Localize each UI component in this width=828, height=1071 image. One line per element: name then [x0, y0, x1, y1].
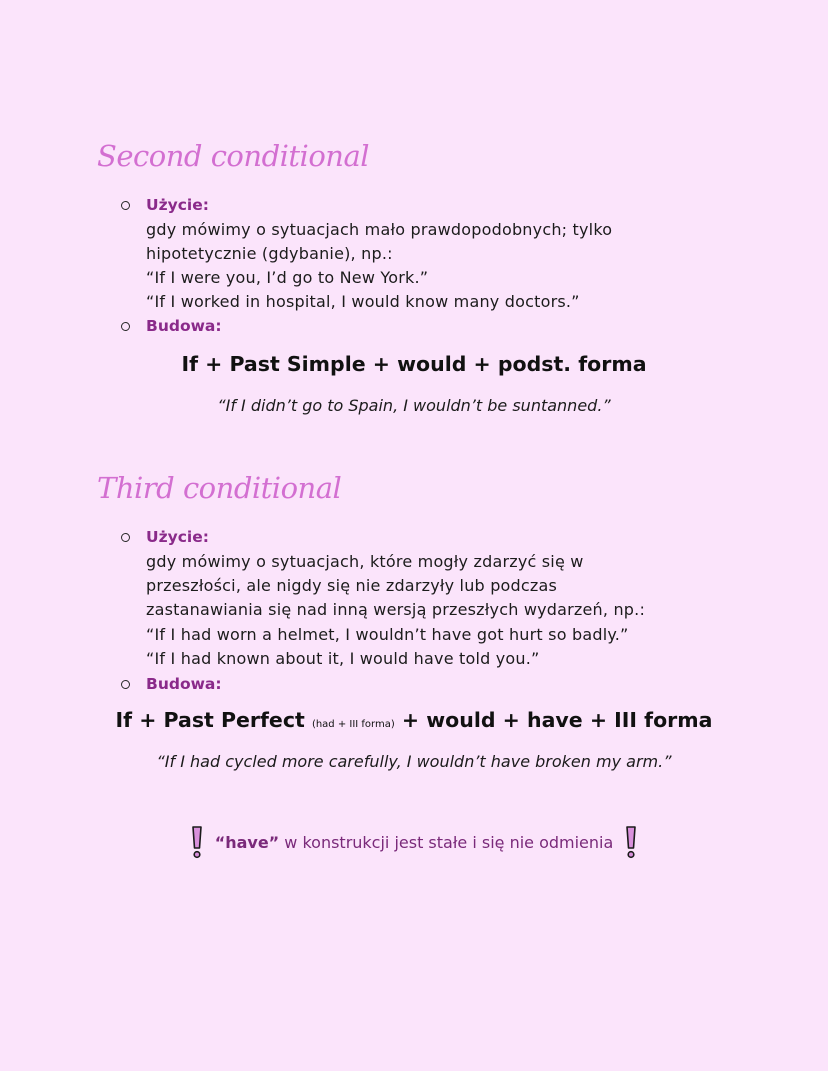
- example-sentence: “If I had known about it, I would have told you.”: [146, 649, 540, 668]
- formula: [0, 708, 828, 732]
- formula-start: If + Past Perfect: [115, 708, 305, 732]
- usage-label: Użycie:: [146, 196, 209, 214]
- usage-line: zastanawiania się nad inną wersją przeszłych wydarzeń, np.:: [146, 600, 646, 619]
- note: [0, 825, 828, 859]
- structure-label: Budowa:: [146, 675, 222, 693]
- structure-label: Budowa:: [146, 317, 222, 335]
- usage-label: Użycie:: [146, 528, 209, 546]
- example-sentence: “If I had worn a helmet, I wouldn’t have got hurt so badly.”: [146, 625, 629, 644]
- formula-end: + would + have + III forma: [401, 708, 713, 732]
- usage-line: przeszłości, ale nigdy się nie zdarzyły lub podczas: [146, 576, 558, 595]
- exclamation-icon: [624, 825, 638, 859]
- bullet-icon: [121, 322, 130, 331]
- bullet-icon: [121, 680, 130, 689]
- bullet-icon: [121, 201, 130, 210]
- formula-example: “If I didn’t go to Spain, I wouldn’t be suntanned.”: [217, 396, 611, 415]
- note-keyword: “have”: [214, 832, 280, 852]
- usage-line: gdy mówimy o sytuacjach, które mogły zdarzyć się w: [146, 552, 584, 571]
- note-text: [215, 833, 614, 852]
- exclamation-icon: [190, 825, 204, 859]
- usage-line: hipotetycznie (gdybanie), np.:: [146, 244, 393, 263]
- example-sentence: “If I were you, I’d go to New York.”: [146, 268, 429, 287]
- usage-line: gdy mówimy o sytuacjach mało prawdopodobnych; tylko: [146, 220, 613, 239]
- formula-note: (had + III forma): [311, 719, 395, 730]
- section-title-second-conditional: Second conditional: [97, 139, 370, 173]
- example-sentence: “If I worked in hospital, I would know many doctors.”: [146, 292, 580, 311]
- section-title-third-conditional: Third conditional: [97, 471, 342, 505]
- note-body: w konstrukcji jest stałe i się nie odmienia: [284, 832, 614, 852]
- bullet-icon: [121, 533, 130, 542]
- formula: If + Past Simple + would + podst. forma: [181, 352, 647, 376]
- formula-example: “If I had cycled more carefully, I wouldn’t have broken my arm.”: [156, 752, 672, 771]
